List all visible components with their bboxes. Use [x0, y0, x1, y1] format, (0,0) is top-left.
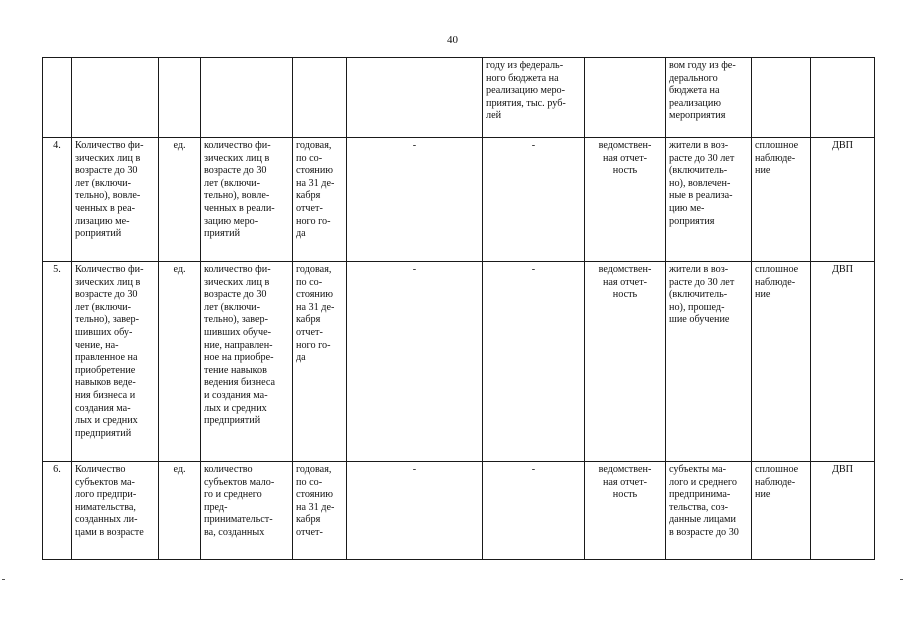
table-cell [811, 58, 875, 138]
table-cell [293, 58, 347, 138]
row-number: 4. [43, 138, 72, 262]
table-cell [72, 58, 159, 138]
table-cell [201, 58, 293, 138]
dash-value: - [347, 262, 483, 462]
row-number: 5. [43, 262, 72, 462]
table-cell [752, 58, 811, 138]
responsible: ДВП [811, 138, 875, 262]
observation-method: сплошное наблюде- ние [752, 262, 811, 462]
population: субъекты ма- лого и среднего предпринима- тельства, соз- данные лицами в возрасте до 30 [666, 462, 752, 560]
unit: ед. [159, 262, 201, 462]
periodicity: годовая, по со- стоянию на 31 де- кабря отчет- [293, 462, 347, 560]
dash-value: - [483, 462, 585, 560]
responsible: ДВП [811, 462, 875, 560]
indicator-definition: количество субъектов мало- го и среднего пред- принимательст- ва, созданных [201, 462, 293, 560]
indicators-table [42, 57, 875, 560]
table-cell-funding-note: году из федераль- ного бюджета на реализацию меро- приятия, тыс. руб- лей [483, 58, 585, 138]
table-cell [347, 58, 483, 138]
data-source: ведомствен- ная отчет- ность [585, 138, 666, 262]
table-row [43, 262, 875, 462]
scan-edge-mark [2, 579, 5, 580]
data-source: ведомствен- ная отчет- ность [585, 462, 666, 560]
row-number: 6. [43, 462, 72, 560]
dash-value: - [483, 138, 585, 262]
dash-value: - [483, 262, 585, 462]
table-row [43, 462, 875, 560]
scan-edge-mark [900, 579, 903, 580]
table-row [43, 138, 875, 262]
indicator-definition: количество фи- зических лиц в возрасте до 30 лет (включи- тельно), вовле- ченных в реали- зацию меро- приятий [201, 138, 293, 262]
table-cell [585, 58, 666, 138]
observation-method: сплошное наблюде- ние [752, 138, 811, 262]
unit: ед. [159, 462, 201, 560]
population: жители в воз- расте до 30 лет (включитель- но), прошед- шие обучение [666, 262, 752, 462]
population: жители в воз- расте до 30 лет (включитель- но), вовлечен- ные в реализа- цию ме- роприятия [666, 138, 752, 262]
page-number: 40 [447, 34, 458, 46]
indicator-name: Количество фи- зических лиц в возрасте до 30 лет (включи- тельно), завер- шивших обу- чение, на- правленное на приобретение навыков веде- ния бизнеса и создания ма- лых и средних предприятий [72, 262, 159, 462]
table-row-continuation [43, 58, 875, 138]
unit: ед. [159, 138, 201, 262]
table-cell [43, 58, 72, 138]
responsible: ДВП [811, 262, 875, 462]
observation-method: сплошное наблюде- ние [752, 462, 811, 560]
table-cell-funding-note: вом году из фе- дерального бюджета на реализацию мероприятия [666, 58, 752, 138]
periodicity: годовая, по со- стоянию на 31 де- кабря отчет- ного го- да [293, 262, 347, 462]
indicator-definition: количество фи- зических лиц в возрасте до 30 лет (включи- тельно), завер- шивших обуче- ние, направлен- ное на приобре- тение навыков ведения бизнеса и создания ма- лых и средних предприятий [201, 262, 293, 462]
indicator-name: Количество субъектов ма- лого предпри- нимательства, созданных ли- цами в возрасте [72, 462, 159, 560]
periodicity: годовая, по со- стоянию на 31 де- кабря отчет- ного го- да [293, 138, 347, 262]
table-cell [159, 58, 201, 138]
dash-value: - [347, 138, 483, 262]
data-source: ведомствен- ная отчет- ность [585, 262, 666, 462]
dash-value: - [347, 462, 483, 560]
indicator-name: Количество фи- зических лиц в возрасте до 30 лет (включи- тельно), вовле- ченных в реа- лизацию ме- роприятий [72, 138, 159, 262]
